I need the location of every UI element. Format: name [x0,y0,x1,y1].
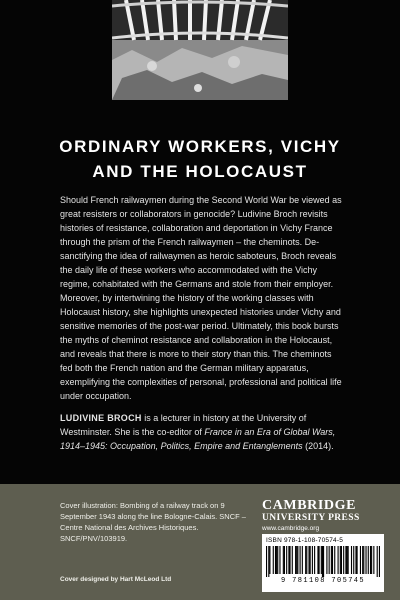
barcode-icon [266,546,380,577]
author-bio-end: (2014). [302,441,334,451]
cover-designer-credit: Cover designed by Hart McLeod Ltd [60,576,172,583]
author-bio [60,411,344,453]
author-bio-start: is a lecturer in history at the University of Westminster. She is the co-editor of [60,413,307,437]
barcode-box [262,534,384,592]
publisher-logo [262,498,382,534]
cover-illustration-credit: Cover illustration: Bombing of a railway track on 9 September 1943 along the line Bologne-Calais. SNCF – Centre National des Archives Historiques. SNCF/PNV/103919. [60,501,246,543]
author-name: LUDIVINE BROCH [60,413,142,423]
isbn-text: ISBN 978-1-108-70574-5 [266,537,344,544]
book-title-line-1: ORDINARY WORKERS, VICHY [59,137,341,156]
bottom-band [0,484,400,600]
barcode-digits: 9 781108 705745 [280,577,365,585]
publisher-subname: UNIVERSITY PRESS [262,513,360,523]
book-title-line-2: AND THE HOLOCAUST [92,162,308,181]
book-title [0,134,400,184]
book-description: Should French railwaymen during the Second World War be viewed as great resisters or collaborators in genocide? Ludivine Broch revisits histories of resistance, collaboration and deportation in Vichy France through the prism of the French railwaymen – the cheminots. De-sanctifying the idea of railwaymen as heroic saboteurs, Broch reveals the daily life of these workers who accommodated with the Vichy regime, cohabitated with the Germans and stole from their employer. Moreover, by intertwining the history of the working classes with Holocaust history, she highlights unexpected histories under Vichy and sensitive memories of the post-war period. Ultimately, this book bursts the myths of cheminot resistance and collaboration in the Holocaust, and reveals that there is more to their story than this. The cheminots fed both the French nation and the German military apparatus, exemplifying the complexities of personal, professional and political life under occupation. [60,195,342,401]
author-book-title: France in an Era of Global Wars, 1914–1945: Occupation, Politics, Empire and Entanglements [60,427,336,451]
back-cover-text [60,193,344,461]
cover-photo [112,0,288,100]
publisher-name: CAMBRIDGE [262,498,357,513]
publisher-url: www.cambridge.org [262,525,320,532]
